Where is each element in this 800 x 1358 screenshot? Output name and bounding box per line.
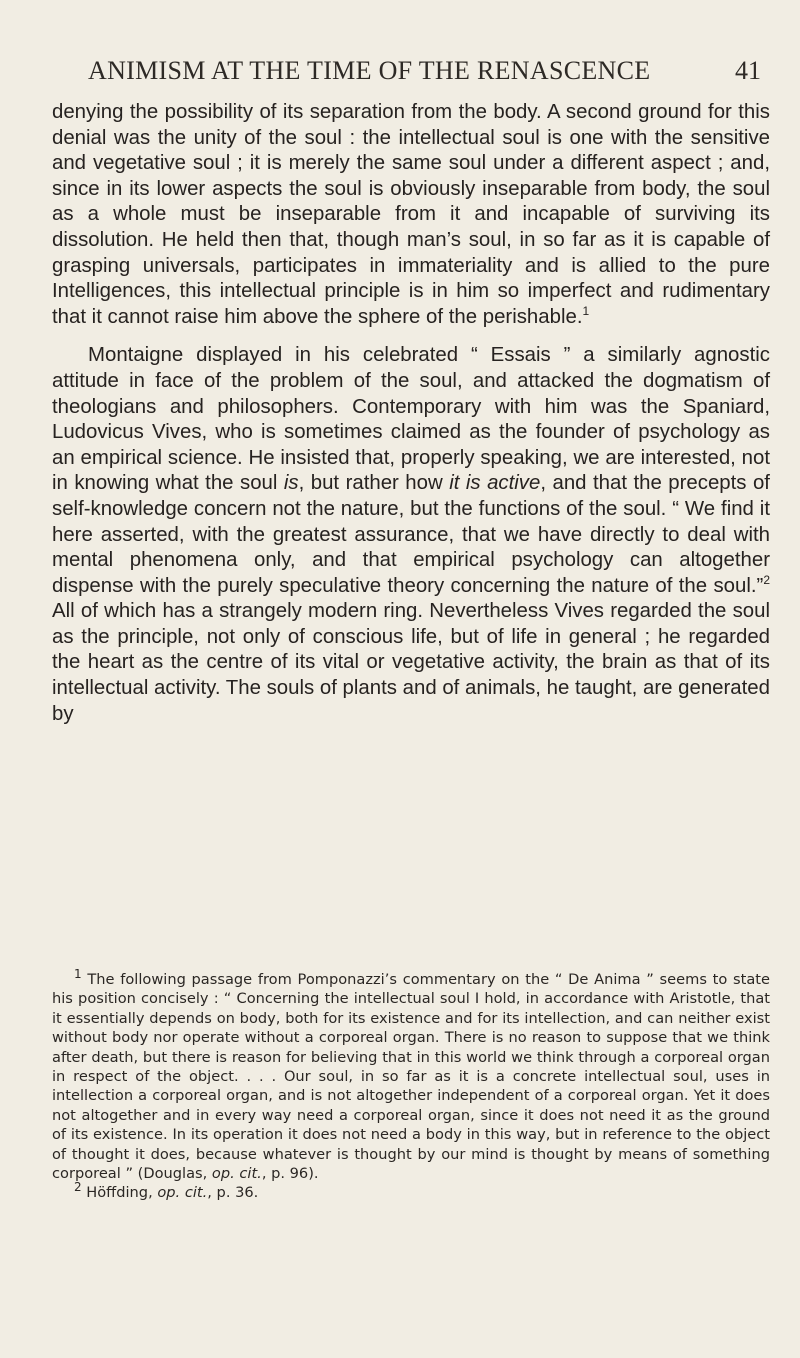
body-text	[52, 100, 770, 727]
footnote-ref-1: 1	[582, 303, 590, 318]
paragraph-2-text-c: , and that the precepts of self-knowledge concern not the nature, but the functions of the soul. “ We find it here asserted, with the greatest assurance, that we have directly to deal with mental phenomena only, and that empirical psychology can altogether dispense with the purely speculative theory concerning the nature of the soul.”	[52, 472, 770, 597]
footnote-2-number: 2	[74, 1180, 82, 1195]
running-title: ANIMISM AT THE TIME OF THE RENASCENCE	[88, 56, 651, 85]
paragraph-1-text: denying the possibility of its separation from the body. A second ground for this denial was the unity of the soul : the intellectual soul is one with the sensitive and vegetative soul ; it is merely the same soul under a different aspect ; and, since in its lower aspects the soul is obviously inseparable from body, the soul as a whole must be inseparable from it and incapable of surviving its dissolution. He held then that, though man’s soul, in so far as it is capable of grasping universals, participates in immateriality and is allied to the pure Intelligences, this intellectual principle is in him so imperfect and rudimentary that it cannot raise him above the sphere of the perishable.	[52, 101, 770, 328]
paragraph-2	[52, 343, 770, 727]
footnote-ref-2: 2	[763, 572, 770, 587]
paragraph-2-text-b: , but rather how	[298, 472, 450, 495]
footnote-1-op-cit: op. cit.	[211, 1165, 262, 1183]
footnotes	[52, 967, 770, 1203]
paragraph-2-text-d: All of which has a strangely modern ring. Nevertheless Vives regarded the soul as the principle, not only of conscious life, but of life in general ; he regarded the heart as the centre of its vital or vegetative activity, the brain as that of its intellectual activity. The souls of plants and of animals, he taught, are generated by	[52, 600, 770, 725]
footnote-1	[52, 967, 770, 1183]
footnote-1-text: The following passage from Pomponazzi’s commentary on the “ De Anima ” seems to state his position concisely : “ Concerning the intellectual soul I hold, in accordance with Aristotle, that it essentially depends on body, both for its existence and for its intellection, and can neither exist without body nor operate without a corporeal organ. There is no reason to suppose that we think after death, but there is reason for believing that in this world we think through a corporeal organ in respect of the object. . . . Our soul, in so far as it is a concrete intellectual soul, uses in intellection a corporeal organ, and is not altogether independent of a corporeal organ. Yet it does not altogether and in every way need a corporeal organ, since it does not need it as the ground of its existence. In its operation it does not need a body in this way, but in reference to the object of thought it does, because whatever is thought by our mind is thought by means of something corporeal ” (Douglas,	[52, 971, 770, 1183]
page-number: 41	[735, 56, 761, 85]
paragraph-2-text-a: Montaigne displayed in his celebrated “ Essais ” a similarly agnostic attitude in face of the problem of the soul, and attacked the dogmatism of theologians and philosophers. Contemporary with him was the Spaniard, Ludovicus Vives, who is sometimes claimed as the founder of psychology as an empirical science. He insisted that, properly speaking, we are interested, not in knowing what the soul	[52, 344, 770, 495]
footnote-2-text: Höffding,	[81, 1184, 158, 1202]
page-header	[0, 56, 800, 92]
footnote-2-op-cit: op. cit.	[157, 1184, 208, 1202]
emphasis-it-is-active: it is active	[449, 472, 541, 495]
footnote-2-end: , p. 36.	[207, 1184, 259, 1202]
paragraph-1	[52, 100, 770, 330]
footnote-1-end: , p. 96).	[261, 1165, 319, 1183]
footnote-1-number: 1	[74, 967, 82, 982]
footnote-2	[52, 1180, 770, 1202]
emphasis-is: is	[283, 472, 299, 495]
